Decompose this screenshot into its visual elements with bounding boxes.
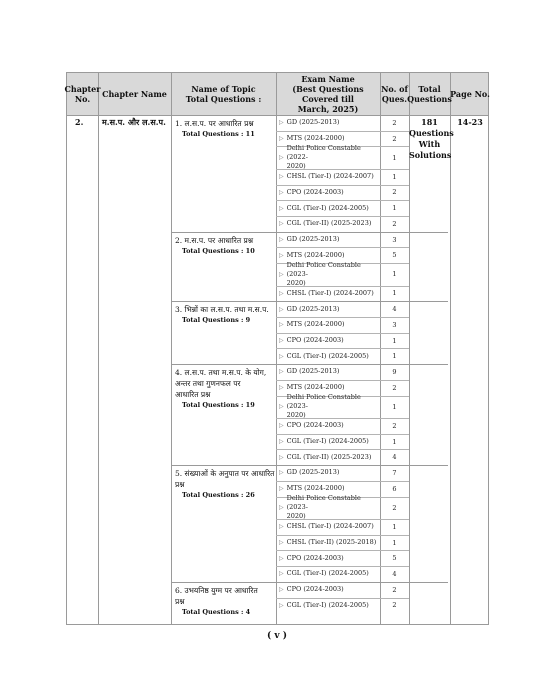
- exam-name-cell: [279, 216, 379, 232]
- header-page-no: Page No.: [450, 89, 490, 99]
- exam-question-count: 2: [392, 503, 397, 512]
- exam-name: GD (2025-2013): [286, 367, 340, 376]
- bullet-arrow-icon: ▷: [279, 204, 284, 212]
- exam-question-count: 1: [392, 204, 397, 213]
- exam-name: MTS (2024-2000): [286, 320, 345, 329]
- exam-name: CGL (Tier-I) (2024-2005): [286, 569, 369, 578]
- exam-name-cell: [279, 115, 379, 131]
- topic-title: 4. ल.स.प. तथा म.स.प. के योग, अन्तर तथा गुणनफल पर आधारित प्रश्न: [175, 368, 267, 400]
- exam-name: CPO (2024-2003): [286, 585, 344, 594]
- exam-name-cell: [279, 494, 379, 521]
- bullet-arrow-icon: ▷: [279, 236, 284, 244]
- exam-question-count: 2: [392, 134, 397, 143]
- exam-question-count: 2: [392, 383, 397, 392]
- exam-name: GD (2025-2013): [286, 304, 340, 313]
- bullet-arrow-icon: ▷: [279, 438, 284, 446]
- header-topic: Name of Topic Total Questions :: [185, 84, 262, 104]
- header-chapter-name: Chapter Name: [102, 89, 167, 99]
- exam-name-cell: [279, 301, 379, 317]
- exam-question-count: 5: [392, 554, 397, 563]
- exam-question-count: 2: [392, 118, 397, 127]
- exam-question-count: 1: [392, 538, 397, 547]
- bullet-arrow-icon: ▷: [279, 305, 284, 313]
- exam-name: CGL (Tier-I) (2024-2005): [286, 351, 369, 360]
- exam-question-count: 2: [392, 188, 397, 197]
- bullet-arrow-icon: ▷: [279, 321, 284, 329]
- header-no-of-ques: No. of Ques.: [381, 84, 408, 104]
- exam-question-count: 9: [392, 367, 397, 376]
- bullet-arrow-icon: ▷: [279, 570, 284, 578]
- bullet-arrow-icon: ▷: [279, 523, 284, 531]
- bullet-arrow-icon: ▷: [279, 453, 284, 461]
- chapter-pages: 14-23: [457, 117, 483, 127]
- bullet-arrow-icon: ▷: [279, 469, 284, 477]
- topic-total: Total Questions : 10: [182, 246, 255, 255]
- bullet-arrow-icon: ▷: [279, 485, 284, 493]
- topic-total: Total Questions : 4: [182, 607, 251, 616]
- exam-name-cell: [279, 465, 379, 481]
- exam-name: Delhi Police Constable (2022- 2020): [286, 144, 361, 171]
- exam-name: Delhi Police Constable (2023- 2020): [286, 393, 361, 420]
- exam-name: CGL (Tier-I) (2024-2005): [286, 437, 369, 446]
- exam-name: CHSL (Tier-I) (2024-2007): [286, 288, 374, 297]
- exam-name: CGL (Tier-I) (2024-2005): [286, 600, 369, 609]
- header-exam: Exam Name (Best Questions Covered till March, 2025): [292, 74, 364, 114]
- exam-name: CHSL (Tier-I) (2024-2007): [286, 522, 374, 531]
- bullet-arrow-icon: ▷: [279, 337, 284, 345]
- exam-question-count: 1: [392, 437, 397, 446]
- topic-title: 1. ल.स.प. पर आधारित प्रश्न: [175, 119, 254, 128]
- exam-name: GD (2025-2013): [286, 235, 340, 244]
- exam-question-count: 2: [392, 219, 397, 228]
- exam-name-cell: [279, 146, 379, 169]
- topic-total: Total Questions : 26: [182, 491, 255, 500]
- exam-name-cell: [279, 434, 379, 450]
- exam-question-count: 1: [392, 153, 397, 162]
- exam-question-count: 7: [392, 468, 397, 477]
- exam-name: CPO (2024-2003): [286, 187, 344, 196]
- exam-name-cell: [279, 449, 379, 465]
- topic-title: 3. भिन्नों का ल.स.प. तथा म.स.प.: [175, 305, 269, 315]
- bullet-arrow-icon: ▷: [279, 554, 284, 562]
- exam-name-cell: [279, 260, 379, 287]
- chapter-name: म.स.प. और ल.स.प.: [102, 117, 166, 127]
- exam-name: GD (2025-2013): [286, 118, 340, 127]
- exam-question-count: 1: [392, 402, 397, 411]
- exam-name: CPO (2024-2003): [286, 336, 344, 345]
- bullet-arrow-icon: ▷: [279, 251, 284, 259]
- exam-question-count: 1: [392, 289, 397, 298]
- exam-name-cell: [279, 232, 379, 248]
- bullet-arrow-icon: ▷: [279, 368, 284, 376]
- exam-question-count: 3: [392, 235, 397, 244]
- bullet-arrow-icon: ▷: [279, 352, 284, 360]
- exam-name-cell: [279, 348, 379, 364]
- exam-question-count: 1: [392, 522, 397, 531]
- chapter-total-questions: 181 Questions With Solutions: [409, 117, 454, 160]
- column-divider: [171, 73, 172, 624]
- header-total: Total Questions: [407, 84, 452, 104]
- exam-name-cell: [279, 566, 379, 582]
- exam-name-cell: [279, 393, 379, 420]
- topic-title: 6. उभयनिष्ठ युग्म पर आधारित प्रश्न: [175, 585, 258, 606]
- exam-name-cell: [279, 200, 379, 216]
- exam-name: CHSL (Tier-I) (2024-2007): [286, 172, 374, 181]
- exam-question-count: 5: [392, 251, 397, 260]
- topic-title: 5. संख्याओं के अनुपात पर आधारित प्रश्न: [175, 469, 275, 490]
- exam-question-count: 1: [392, 352, 397, 361]
- exam-name: GD (2025-2013): [286, 468, 340, 477]
- exam-name: MTS (2024-2000): [286, 134, 345, 143]
- exam-name-cell: [279, 286, 379, 302]
- exam-name-cell: [279, 535, 379, 551]
- exam-question-count: 2: [392, 421, 397, 430]
- chapter-number: 2.: [75, 117, 84, 127]
- bullet-arrow-icon: ▷: [279, 173, 284, 181]
- topic-total: Total Questions : 19: [182, 401, 255, 410]
- exam-name: Delhi Police Constable (2023- 2020): [286, 260, 361, 287]
- bullet-arrow-icon: ▷: [279, 188, 284, 196]
- exam-name-cell: [279, 582, 379, 598]
- exam-name: MTS (2024-2000): [286, 383, 345, 392]
- exam-question-count: 2: [392, 601, 397, 610]
- exam-name-cell: [279, 519, 379, 535]
- exam-name-cell: [279, 550, 379, 566]
- exam-name: CGL (Tier-II) (2025-2023): [286, 219, 372, 228]
- exam-question-count: 2: [392, 585, 397, 594]
- exam-name: CPO (2024-2003): [286, 421, 344, 430]
- page-number: ( v ): [266, 631, 287, 641]
- exam-question-count: 3: [392, 320, 397, 329]
- bullet-arrow-icon: ▷: [279, 403, 284, 411]
- exam-name: CGL (Tier-II) (2025-2023): [286, 452, 372, 461]
- column-divider: [98, 73, 99, 624]
- exam-name-cell: [279, 169, 379, 185]
- bullet-arrow-icon: ▷: [279, 154, 284, 162]
- bullet-arrow-icon: ▷: [279, 220, 284, 228]
- header-chapter-no: Chapter No.: [64, 84, 101, 104]
- index-table: [66, 72, 489, 625]
- exam-question-count: 1: [392, 270, 397, 279]
- exam-name-cell: [279, 317, 379, 333]
- bullet-arrow-icon: ▷: [279, 289, 284, 297]
- exam-name-cell: [279, 418, 379, 434]
- exam-name: MTS (2024-2000): [286, 484, 345, 493]
- exam-name: CPO (2024-2003): [286, 553, 344, 562]
- topic-total: Total Questions : 9: [182, 316, 251, 325]
- exam-question-count: 4: [392, 453, 397, 462]
- exam-name: CGL (Tier-I) (2024-2005): [286, 203, 369, 212]
- exam-name-cell: [279, 364, 379, 380]
- bullet-arrow-icon: ▷: [279, 586, 284, 594]
- exam-name: Delhi Police Constable (2023- 2020): [286, 494, 361, 521]
- bullet-arrow-icon: ▷: [279, 601, 284, 609]
- exam-name-cell: [279, 333, 379, 349]
- bullet-arrow-icon: ▷: [279, 539, 284, 547]
- topic-title: 2. म.स.प. पर आधारित प्रश्न: [175, 235, 254, 245]
- exam-question-count: 6: [392, 484, 397, 493]
- bullet-arrow-icon: ▷: [279, 504, 284, 512]
- topic-total: Total Questions : 11: [182, 130, 255, 138]
- bullet-arrow-icon: ▷: [279, 135, 284, 143]
- exam-name: CHSL (Tier-II) (2025-2018): [286, 538, 377, 547]
- bullet-arrow-icon: ▷: [279, 384, 284, 392]
- exam-name: MTS (2024-2000): [286, 250, 345, 259]
- exam-name-cell: [279, 598, 379, 614]
- exam-question-count: 4: [392, 569, 397, 578]
- exam-question-count: 4: [392, 305, 397, 314]
- exam-question-count: 1: [392, 172, 397, 181]
- bullet-arrow-icon: ▷: [279, 270, 284, 278]
- bullet-arrow-icon: ▷: [279, 422, 284, 430]
- exam-name-cell: [279, 185, 379, 201]
- exam-question-count: 1: [392, 336, 397, 345]
- bullet-arrow-icon: ▷: [279, 119, 284, 127]
